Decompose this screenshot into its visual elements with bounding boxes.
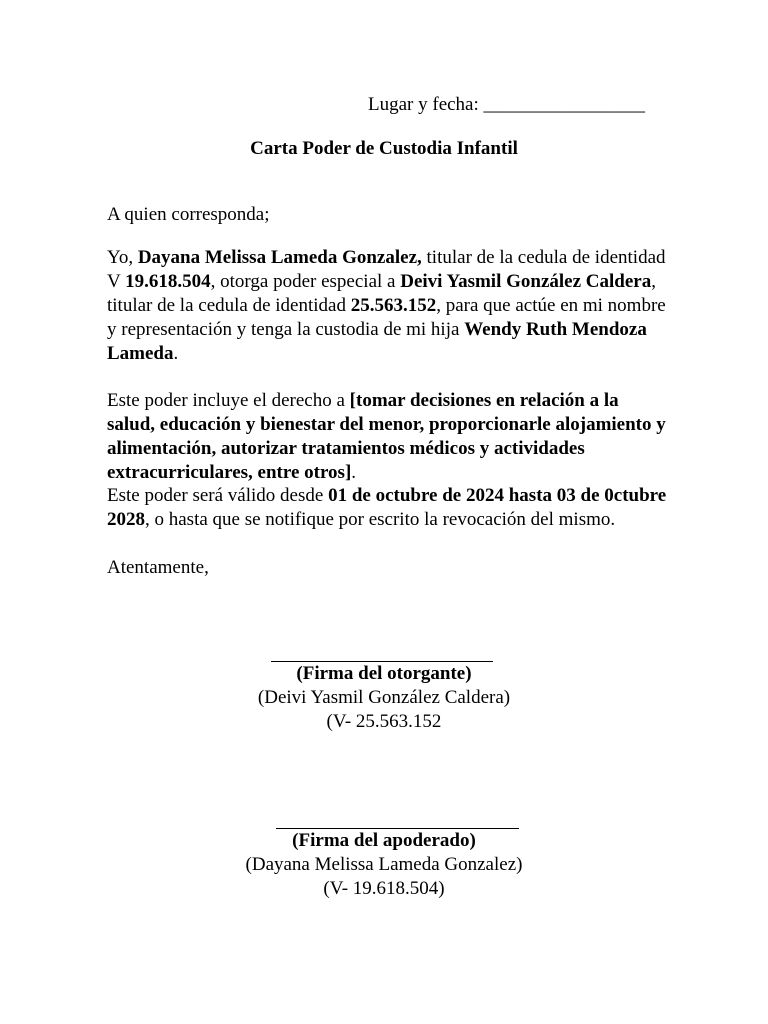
text-segment: , o hasta que se notifique por escrito la revocación del mismo. (145, 509, 616, 530)
text-segment: Yo, (107, 247, 138, 268)
attorney-id: 25.563.152 (350, 295, 437, 316)
validity-paragraph (107, 484, 667, 532)
text-segment: , titular de la cedula de identidad (107, 271, 656, 316)
text-segment: Este poder incluye el derecho a (107, 390, 350, 411)
grant-paragraph (107, 246, 667, 366)
text-segment: titular de la cedula de identidad V (107, 247, 666, 292)
text-segment: Este poder será válido desde (107, 485, 329, 506)
text-segment: . (351, 462, 357, 483)
signature-name: (Deivi Yasmil González Caldera) (257, 687, 511, 708)
signature-name: (Dayana Melissa Lameda Gonzalez) (245, 854, 523, 875)
salutation: A quien corresponda; (107, 204, 270, 225)
scope-text: [tomar decisiones en relación a la salud, educación y bienestar del menor, proporcionarle alojamiento y alimentación, autorizar tratamientos médicos y actividades extracurriculares, entre otros] (107, 390, 666, 483)
validity-period: 01 de octubre de 2024 hasta 03 de 0ctubre 2028 (107, 485, 667, 530)
place-date-line: Lugar y fecha: _________________ (368, 94, 646, 115)
text-segment: . (173, 343, 179, 364)
signature-line (271, 643, 493, 662)
signature-id: (V- 19.618.504) (323, 878, 445, 899)
document-title: Carta Poder de Custodia Infantil (250, 138, 518, 159)
text-segment: , otorga poder especial a (210, 271, 401, 292)
attorney-name: Deivi Yasmil González Caldera (400, 271, 652, 292)
signature-role: (Firma del otorgante) (296, 663, 472, 684)
grantor-name: Dayana Melissa Lameda Gonzalez, (137, 247, 422, 268)
scope-paragraph (107, 389, 667, 485)
attorney-signature-block (0, 810, 768, 901)
signature-id: (V- 25.563.152 (326, 711, 442, 732)
grantor-signature-block (0, 643, 768, 734)
signature-line (276, 810, 519, 829)
closing: Atentamente, (107, 557, 209, 578)
grantor-id: 19.618.504 (125, 271, 211, 292)
text-segment: , para que actúe en mi nombre y representación y tenga la custodia de mi hija (107, 295, 666, 340)
signature-role: (Firma del apoderado) (292, 830, 476, 851)
child-name: Wendy Ruth Mendoza Lameda (107, 319, 647, 364)
